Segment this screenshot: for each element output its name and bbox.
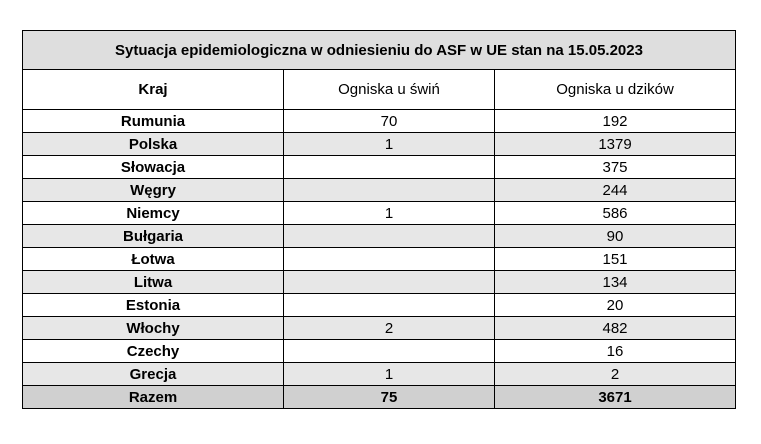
pig-outbreaks-cell (284, 248, 495, 271)
wild-boar-outbreaks-cell: 20 (495, 294, 736, 317)
country-cell: Włochy (23, 317, 284, 340)
table-row (23, 363, 736, 386)
table-row (23, 156, 736, 179)
table-title: Sytuacja epidemiologiczna w odniesieniu do ASF w UE stan na 15.05.2023 (23, 31, 736, 70)
country-cell: Węgry (23, 179, 284, 202)
wild-boar-outbreaks-cell: 134 (495, 271, 736, 294)
pig-outbreaks-cell: 1 (284, 133, 495, 156)
country-cell: Polska (23, 133, 284, 156)
table-row (23, 133, 736, 156)
wild-boar-outbreaks-cell: 90 (495, 225, 736, 248)
wild-boar-outbreaks-cell: 586 (495, 202, 736, 225)
wild-boar-outbreaks-cell: 192 (495, 110, 736, 133)
pig-outbreaks-cell (284, 340, 495, 363)
wild-boar-outbreaks-cell: 375 (495, 156, 736, 179)
country-cell: Słowacja (23, 156, 284, 179)
total-wild-boar-outbreaks: 3671 (495, 386, 736, 409)
table-row (23, 294, 736, 317)
table-row (23, 179, 736, 202)
table-row (23, 340, 736, 363)
country-cell: Czechy (23, 340, 284, 363)
wild-boar-outbreaks-cell: 482 (495, 317, 736, 340)
pig-outbreaks-cell (284, 294, 495, 317)
wild-boar-outbreaks-cell: 16 (495, 340, 736, 363)
table-row (23, 202, 736, 225)
total-row (23, 386, 736, 409)
pig-outbreaks-cell (284, 156, 495, 179)
pig-outbreaks-cell (284, 225, 495, 248)
country-cell: Grecja (23, 363, 284, 386)
country-cell: Litwa (23, 271, 284, 294)
pig-outbreaks-cell (284, 271, 495, 294)
total-pig-outbreaks: 75 (284, 386, 495, 409)
pig-outbreaks-cell: 70 (284, 110, 495, 133)
country-cell: Łotwa (23, 248, 284, 271)
wild-boar-outbreaks-cell: 244 (495, 179, 736, 202)
pig-outbreaks-cell (284, 179, 495, 202)
country-cell: Niemcy (23, 202, 284, 225)
header-country: Kraj (23, 70, 284, 110)
table-row (23, 225, 736, 248)
table-title-row (23, 31, 736, 70)
asf-situation-table (22, 30, 736, 409)
table-row (23, 271, 736, 294)
country-cell: Estonia (23, 294, 284, 317)
pig-outbreaks-cell: 2 (284, 317, 495, 340)
table-row (23, 317, 736, 340)
table-row (23, 248, 736, 271)
header-pig-outbreaks: Ogniska u świń (284, 70, 495, 110)
total-label: Razem (23, 386, 284, 409)
country-cell: Rumunia (23, 110, 284, 133)
table-header-row (23, 70, 736, 110)
header-wild-boar-outbreaks: Ogniska u dzików (495, 70, 736, 110)
country-cell: Bułgaria (23, 225, 284, 248)
pig-outbreaks-cell: 1 (284, 363, 495, 386)
pig-outbreaks-cell: 1 (284, 202, 495, 225)
wild-boar-outbreaks-cell: 1379 (495, 133, 736, 156)
wild-boar-outbreaks-cell: 2 (495, 363, 736, 386)
table-row (23, 110, 736, 133)
wild-boar-outbreaks-cell: 151 (495, 248, 736, 271)
